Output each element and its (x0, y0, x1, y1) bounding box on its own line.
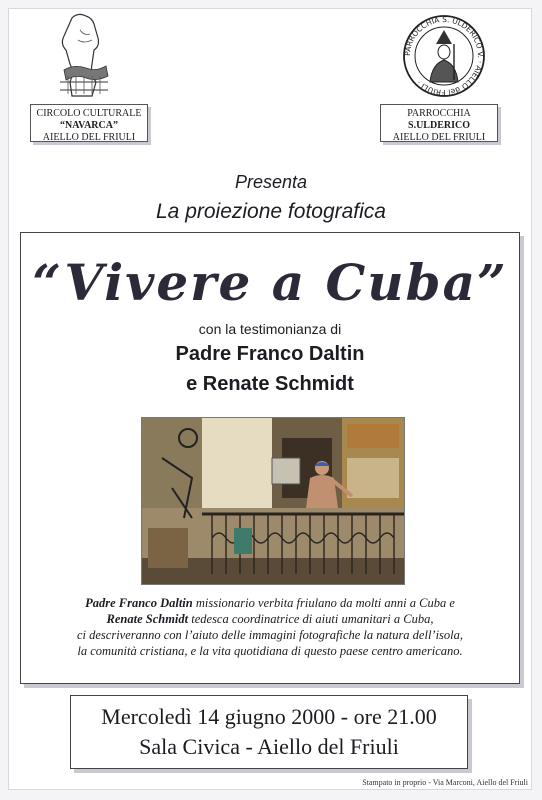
description-line-4: la comunità cristiana, e la vita quotidiana di questo paese centro americano. (77, 644, 463, 658)
testimonianza-line: con la testimonianza di (198, 321, 342, 337)
description-paragraph (31, 595, 509, 659)
circolo-line-2: “NAVARCA” (60, 120, 118, 131)
circolo-line-1: CIRCOLO CULTURALE (36, 108, 142, 119)
statue-logo-icon (50, 10, 120, 100)
circolo-line-3: AIELLO DEL FRIULI (42, 132, 136, 143)
event-frame (20, 232, 520, 684)
speaker-2: e Renate Schmidt (186, 373, 354, 395)
description-line-3: ci descriveranno con l’aiuto delle immagini fotografiche la natura dell’isola, (76, 628, 464, 642)
event-info-box (70, 695, 468, 769)
event-title: “Vivere a Cuba” (32, 253, 508, 312)
parrocchia-line-3: AIELLO DEL FRIULI (392, 132, 486, 143)
event-venue: Sala Civica - Aiello del Friuli (139, 734, 399, 759)
parrocchia-line-1: PARROCCHIA (407, 108, 471, 119)
parrocchia-line-2: S.ULDERICO (408, 120, 470, 131)
event-date: Mercoledì 14 giugno 2000 - ore 21.00 (101, 704, 437, 729)
description-name-1: Padre Franco Daltin (85, 596, 193, 610)
printed-note: Stampato in proprio - Via Marconi, Aiello del Friuli (362, 778, 528, 787)
cuba-balcony-photo (141, 417, 405, 585)
proiezione-heading: La proiezione fotografica (156, 200, 386, 223)
description-text-1: missionario verbita friulano da molti anni a Cuba e (192, 596, 455, 610)
speaker-1: Padre Franco Daltin (175, 343, 365, 365)
presenta-heading: Presenta (234, 172, 308, 192)
parish-seal-icon (402, 14, 486, 98)
description-text-2: tedesca coordinatrice di aiuti umanitari a Cuba, (188, 612, 434, 626)
description-name-2: Renate Schmidt (106, 612, 189, 626)
seal-text: PARROCCHIA S. ULDERICO V. · AIELLO del FRIULI · (402, 14, 486, 98)
parrocchia-label (380, 104, 498, 142)
circolo-culturale-label (30, 104, 148, 142)
